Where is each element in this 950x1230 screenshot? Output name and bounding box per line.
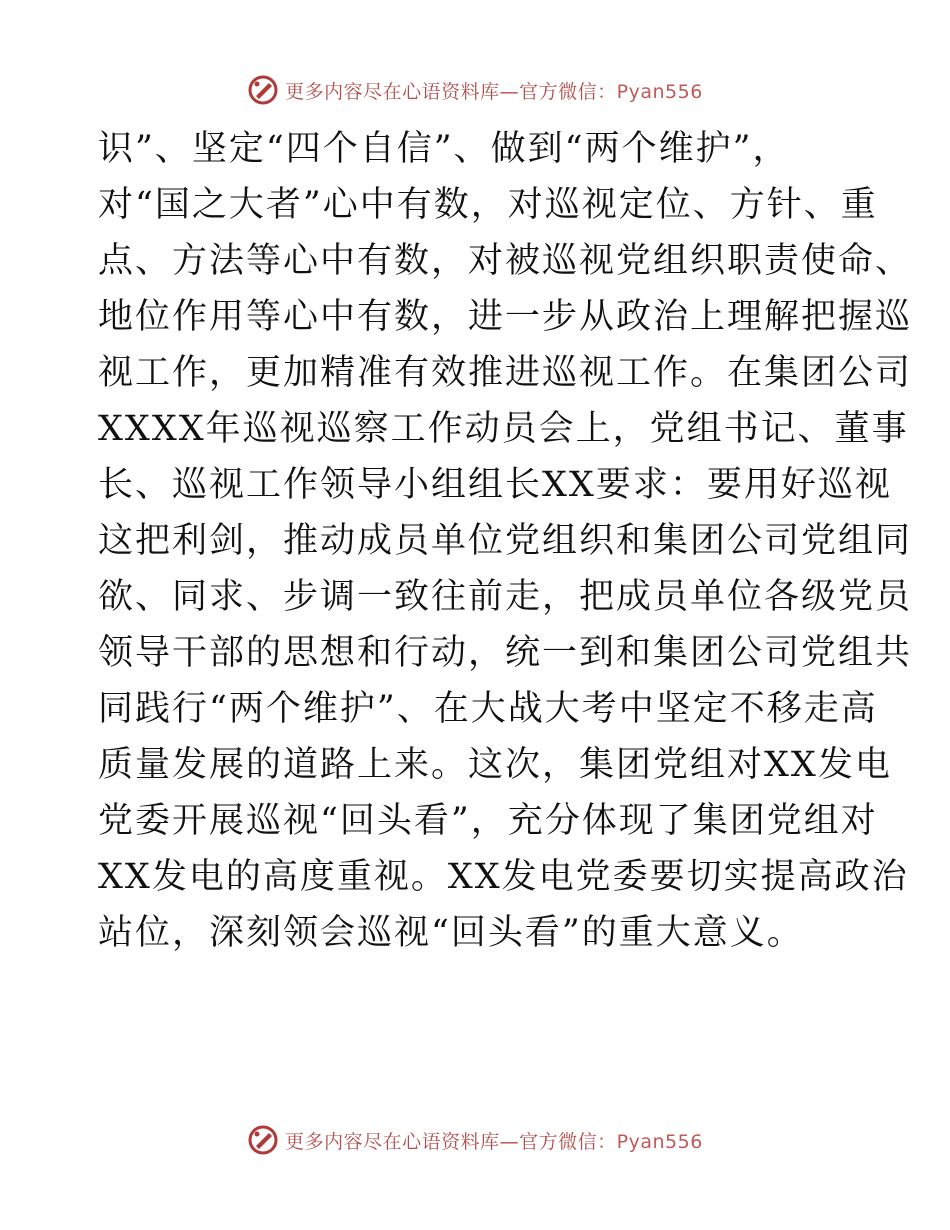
body-line: 视工作，更加精准有效推进巡视工作。在集团公司 (98, 353, 913, 393)
watermark-text (285, 77, 703, 104)
body-line: 对“国之大者”心中有数，对巡视定位、方针、重 (98, 185, 878, 225)
header-watermark (0, 70, 950, 110)
watermark-account: Pyan556 (616, 80, 703, 103)
brand-logo-icon (247, 1124, 279, 1156)
document-body (98, 121, 913, 961)
watermark-label: 更多内容尽在心语资料库—官方微信： (285, 1130, 617, 1153)
watermark-label: 更多内容尽在心语资料库—官方微信： (285, 80, 617, 103)
body-line: 同践行“两个维护”、在大战大考中坚定不移走高 (98, 689, 878, 729)
body-line: 这把利剑，推动成员单位党组织和集团公司党组同 (98, 521, 913, 561)
body-line: 站位，深刻领会巡视“回头看”的重大意义。 (98, 913, 804, 953)
footer-watermark (0, 1120, 950, 1160)
body-line: 领导干部的思想和行动，统一到和集团公司党组共 (98, 633, 913, 673)
body-line: 党委开展巡视“回头看”，充分体现了集团党组对 (98, 801, 878, 841)
body-line: 地位作用等心中有数，进一步从政治上理解把握巡 (98, 297, 913, 337)
watermark-account: Pyan556 (616, 1130, 703, 1153)
brand-logo-icon (247, 74, 279, 106)
watermark-text (285, 1127, 703, 1154)
body-line: 欲、同求、步调一致往前走，把成员单位各级党员 (98, 577, 913, 617)
body-line: XXXX年巡视巡察工作动员会上，党组书记、董事 (98, 409, 909, 449)
body-line: 识”、坚定“四个自信”、做到“两个维护”， (98, 129, 790, 169)
body-line: XX发电的高度重视。XX发电党委要切实提高政治 (98, 857, 909, 897)
body-line: 点、方法等心中有数，对被巡视党组织职责使命、 (98, 241, 913, 281)
body-line: 长、巡视工作领导小组组长XX要求：要用好巡视 (98, 465, 892, 505)
body-line: 质量发展的道路上来。这次，集团党组对XX发电 (98, 745, 892, 785)
